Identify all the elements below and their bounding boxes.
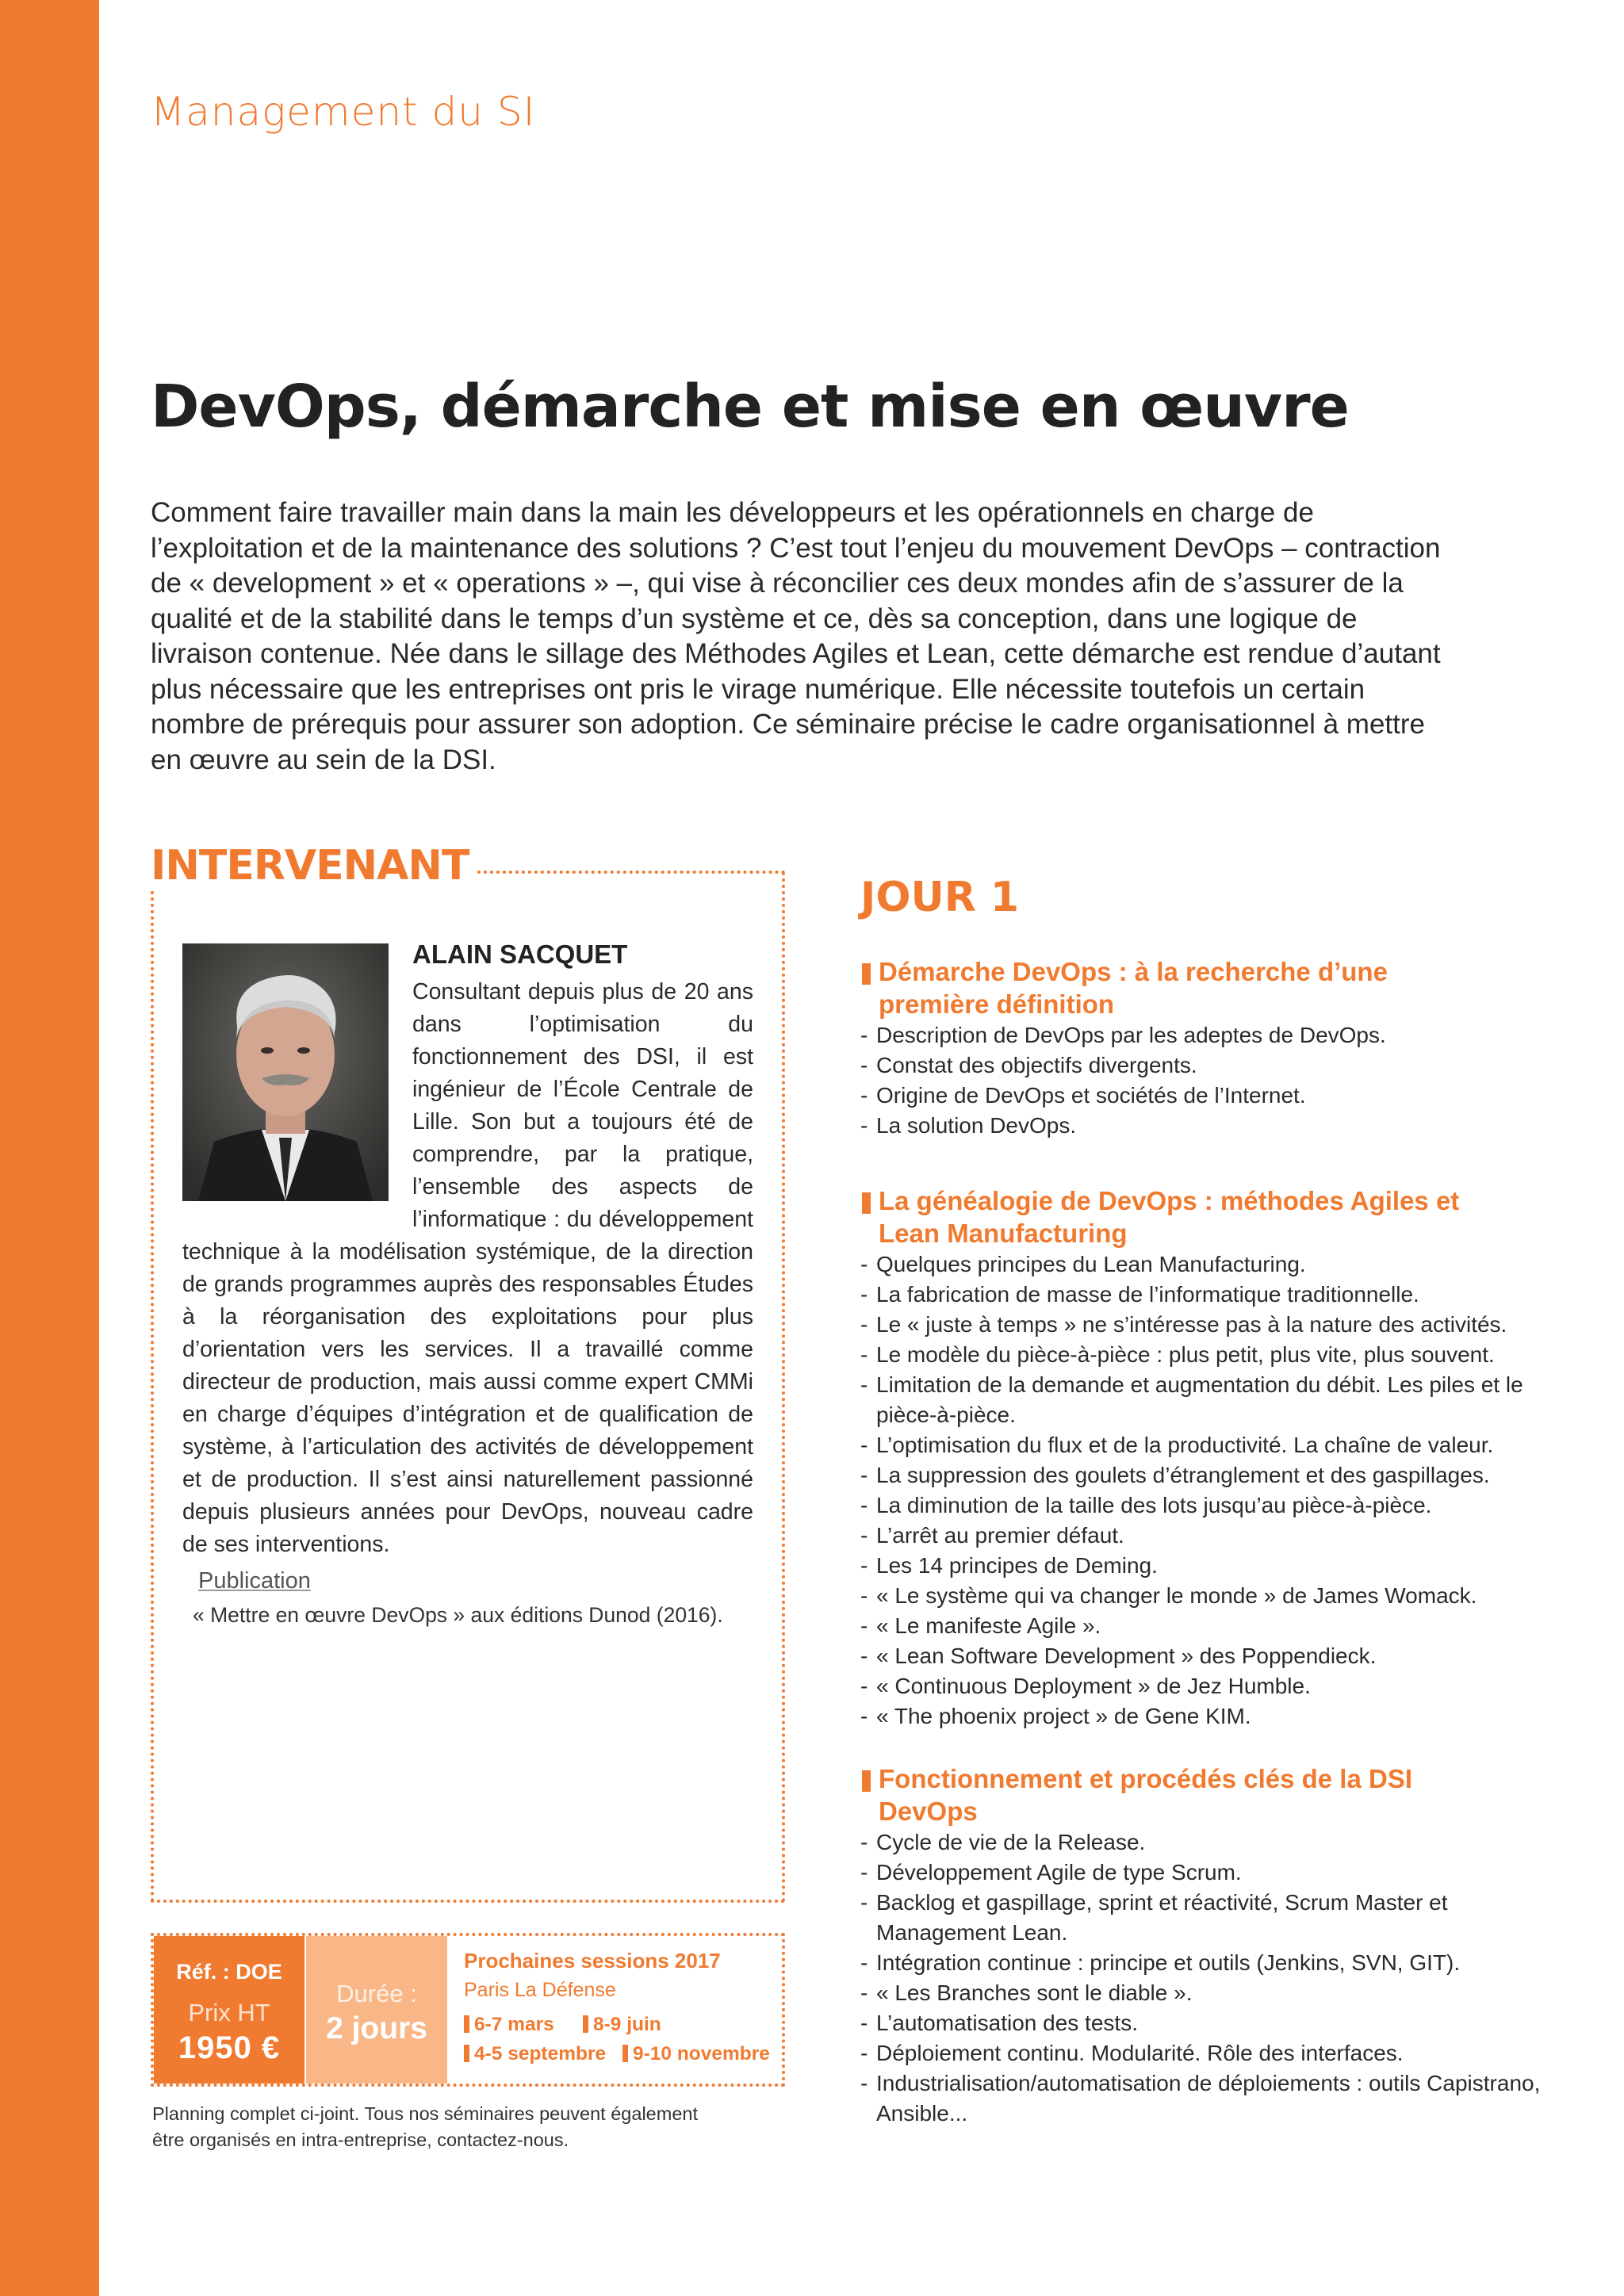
footnote-line: Planning complet ci-joint. Tous nos séminaires peuvent également [152,2103,698,2124]
orange-side-bar [0,0,99,2296]
sessions-title: Prochaines sessions 2017 [464,1949,721,1973]
intro-line: l’exploitation et de la maintenance des solutions ? C’est tout l’enjeu du mouvement DevOps – contraction [151,532,1441,564]
price-label: Prix HT [188,1999,270,2026]
list-item: - « Le manifeste Agile ». [860,1611,1558,1641]
list-item: - Le modèle du pièce-à-pièce : plus petit, plus vite, plus souvent. [860,1340,1558,1370]
list-item: - Limitation de la demande et augmentation du débit. Les piles et le pièce-à-pièce. [860,1370,1558,1430]
reference-price-cell [154,1936,304,2084]
page-title: DevOps, démarche et mise en œuvre [151,373,1349,441]
module-title: Fonctionnement et procédés clés de la DSI DevOps [860,1762,1558,1827]
list-item: - Description de DevOps par les adeptes de DevOps. [860,1020,1558,1050]
program-module [860,955,1558,1141]
list-item: - La solution DevOps. [860,1111,1558,1141]
orange-bullet-icon [862,1192,871,1214]
list-item: - « Le système qui va changer le monde » de James Womack. [860,1581,1558,1611]
list-item: - Intégration continue : principe et outils (Jenkins, SVN, GIT). [860,1948,1558,1978]
duration-value: 2 jours [326,2011,427,2045]
module-title: La généalogie de DevOps : méthodes Agiles et Lean Manufacturing [860,1184,1558,1249]
list-item: - « The phoenix project » de Gene KIM. [860,1701,1558,1732]
session-date: 4-5 septembre [464,2043,606,2065]
list-item: - Constat des objectifs divergents. [860,1050,1558,1081]
module-item-list [860,1827,1558,2129]
module-title: Démarche DevOps : à la recherche d’une première définition [860,955,1558,1020]
list-item: - L’arrêt au premier défaut. [860,1521,1558,1551]
sessions-place: Paris La Défense [464,1979,616,2001]
list-item: - La fabrication de masse de l’informatique traditionnelle. [860,1280,1558,1310]
list-item: - L’automatisation des tests. [860,2008,1558,2038]
list-item: - L’optimisation du flux et de la productivité. La chaîne de valeur. [860,1430,1558,1460]
speaker-bio: Consultant depuis plus de 20 ans dans l’optimisation du fonctionnement des DSI, il est ingénieur de l’École Centrale de Lille. Son but a toujours été de comprendre, par la pratique, l’ensemble des aspects de l’informatique : du développement technique à la modélisation systémique, de la direction de grands programmes auprès des responsables Études à la réorganisation des exploitations pour plus d’orientation vers les services. Il a travaillé comme directeur de production, mais aussi comme expert CMMi en charge d’équipes d’intégration et de qualification de système, à l’articulation des activités de développement et de production. Il s’est ainsi naturellement passionné depuis plusieurs années pour DevOps, nouveau cadre de ses interventions. [182,979,753,1557]
duration-cell [306,1936,447,2084]
intro-line: qualité et de la stabilité dans le temps d’un système et ce, dès sa conception, dans une logique de [151,603,1358,634]
day-heading: JOUR 1 [860,874,1020,921]
list-item: - « Les Branches sont le diable ». [860,1978,1558,2008]
program-module [860,1184,1558,1732]
section-label: Management du SI [151,89,536,135]
intro-line: en œuvre au sein de la DSI. [151,744,496,775]
list-item: - Quelques principes du Lean Manufacturing. [860,1249,1558,1280]
orange-bullet-icon [862,1770,871,1792]
session-date: 9-10 novembre [622,2043,770,2065]
speaker-box-top-rule [452,871,785,874]
intro-line: Comment faire travailler main dans la main les développeurs et les opérationnels en charge de [151,497,1314,528]
planning-footnote [152,2101,771,2153]
list-item: - Backlog et gaspillage, sprint et réactivité, Scrum Master et Management Lean. [860,1888,1558,1948]
list-item: - Origine de DevOps et sociétés de l’Internet. [860,1081,1558,1111]
price-value: 1950 € [178,2030,281,2065]
module-item-list [860,1249,1558,1732]
list-item: - Le « juste à temps » ne s’intéresse pas à la nature des activités. [860,1310,1558,1340]
reference-code: Réf. : DOE [176,1960,282,1984]
list-item: - Déploiement continu. Modularité. Rôle des interfaces. [860,2038,1558,2068]
list-item: - « Continuous Deployment » de Jez Humble. [860,1671,1558,1701]
intro-line: nombre de prérequis pour assurer son adoption. Ce séminaire précise le cadre organisationnel à mettre [151,709,1425,740]
list-item: - Cycle de vie de la Release. [860,1827,1558,1858]
list-item: - Développement Agile de type Scrum. [860,1858,1558,1888]
orange-bullet-icon [862,963,871,985]
program-module [860,1762,1558,2129]
list-item: - Les 14 principes de Deming. [860,1551,1558,1581]
list-item: - Industrialisation/automatisation de déploiements : outils Capistrano, Ansible... [860,2068,1558,2129]
list-item: - La suppression des goulets d’étranglement et des gaspillages. [860,1460,1558,1490]
session-date: 6-7 mars [464,2014,554,2036]
intro-line: de « development » et « operations » –, qui vise à réconcilier ces deux mondes afin de s’assurer de la [151,568,1404,599]
publication-text: « Mettre en œuvre DevOps » aux éditions Dunod (2016). [193,1603,723,1627]
session-date: 8-9 juin [583,2014,661,2036]
speaker-bio-block [182,943,753,1561]
intro-paragraph [151,496,1515,778]
list-item: - « Lean Software Development » des Poppendieck. [860,1641,1558,1671]
intro-line: plus nécessaire que les entreprises ont pris le virage numérique. Elle nécessite toutefois un certain [151,673,1365,705]
publication-label: Publication [198,1568,311,1594]
intro-line: livraison contenue. Née dans le sillage des Méthodes Agiles et Lean, cette démarche est rendue d’autant [151,638,1441,669]
list-item: - La diminution de la taille des lots jusqu’au pièce-à-pièce. [860,1490,1558,1521]
module-item-list [860,1020,1558,1141]
speaker-name: ALAIN SACQUET [412,939,628,969]
footnote-line: être organisés en intra-entreprise, contactez-nous. [152,2130,569,2150]
duration-label: Durée : [336,1980,417,2007]
speaker-heading: INTERVENANT [151,842,477,890]
